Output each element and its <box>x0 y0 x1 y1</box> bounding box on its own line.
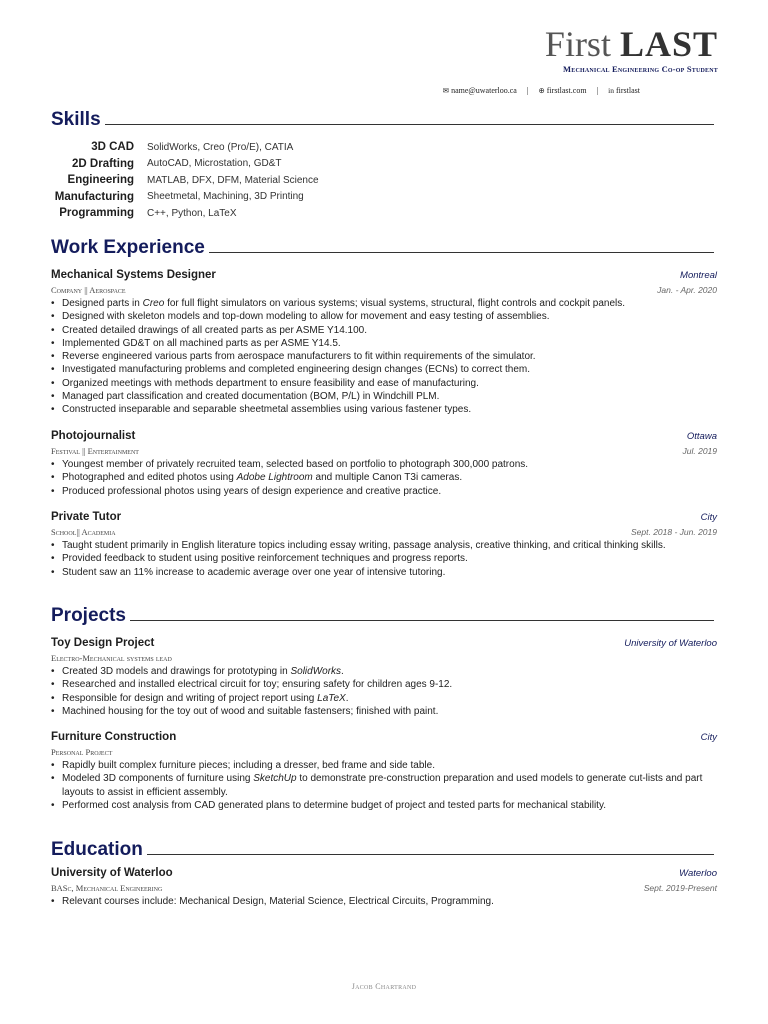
bullet-text: Youngest member of privately recruited team, selected based on portfolio to photograph 300,000 patrons. <box>62 459 529 470</box>
bullet-text: Photographed and edited photos using <box>62 472 237 484</box>
bullet-list <box>51 458 717 498</box>
bullet-emphasis: SolidWorks <box>290 666 342 677</box>
entry-subheader <box>51 446 717 456</box>
bullet-text: Designed parts in <box>62 298 143 309</box>
bullet-text: Created 3D models and drawings for prototyping in <box>62 666 291 677</box>
footer-name: Jacob Chartrand <box>351 982 417 991</box>
bullet-text: for full flight simulators on various systems; visual systems, structural, flight controls and cockpit panels. <box>164 298 626 309</box>
bullet-item <box>51 552 717 565</box>
work-experience-heading: Work Experience <box>51 237 205 258</box>
bullet-text: Designed with skeleton models and top-down modeling to allow for movement and easy testing of assemblies. <box>62 311 550 323</box>
bullet-item <box>51 539 717 552</box>
entry-header <box>51 731 717 743</box>
job-title: Mechanical Engineering Co-op Student <box>563 64 718 74</box>
bullet-item <box>51 759 717 772</box>
bullet-list <box>51 895 717 908</box>
bullet-text: Created detailed drawings of all created parts as per ASME Y14.100. <box>62 324 367 336</box>
entry-subheader <box>51 285 717 295</box>
contact-separator: | <box>526 86 529 95</box>
entry-location: City <box>700 732 717 743</box>
entry-title: Toy Design Project <box>51 637 155 649</box>
section-divider <box>147 854 714 855</box>
skills-heading: Skills <box>51 109 101 130</box>
contact-separator: | <box>596 86 599 95</box>
work-entry <box>51 269 717 417</box>
bullet-text: Rapidly built complex furniture pieces; including a dresser, bed frame and side table. <box>62 760 435 771</box>
bullet-text: Performed cost analysis from CAD generated plans to determine budget of project and tested parts for mechanical stability. <box>62 799 606 811</box>
entry-title: Furniture Construction <box>51 731 177 743</box>
entry-header <box>51 269 717 281</box>
skill-category: 2D Drafting <box>72 157 134 170</box>
entry-subheader <box>51 747 717 757</box>
section-divider <box>130 620 714 621</box>
entry-header <box>51 430 717 442</box>
bullet-text: Researched and installed electrical circuit for toy; ensuring safety for children ages 9-12. <box>62 679 453 691</box>
entry-location: Montreal <box>680 270 717 281</box>
bullet-item <box>51 350 717 363</box>
bullet-item <box>51 403 717 416</box>
education-heading-row <box>51 839 714 861</box>
entry-subtitle: Company || Aerospace <box>51 285 126 295</box>
bullet-item <box>51 297 717 310</box>
bullet-text: Modeled 3D components of furniture using <box>62 773 254 785</box>
skill-row <box>51 172 319 189</box>
bullet-item <box>51 458 717 471</box>
skills-heading-row <box>51 109 714 131</box>
bullet-list <box>51 539 717 579</box>
section-divider <box>105 124 714 125</box>
bullet-emphasis: Creo <box>142 298 165 309</box>
bullet-list <box>51 297 717 417</box>
skill-values: MATLAB, DFX, DFM, Material Science <box>147 174 319 186</box>
contact-text: firstlast.com <box>546 86 587 95</box>
entry-location: City <box>700 512 717 523</box>
entry-subtitle: Personal Project <box>51 747 113 757</box>
entry-title: University of Waterloo <box>51 867 173 879</box>
work-entry <box>51 511 717 579</box>
bullet-list <box>51 665 717 718</box>
contact-link[interactable] <box>608 86 640 95</box>
entry-subtitle: Electro-Mechanical systems lead <box>51 653 172 663</box>
last-name: LAST <box>619 24 718 64</box>
section-divider <box>209 252 714 253</box>
entry-subtitle: BASc, Mechanical Engineering <box>51 883 163 893</box>
skill-row <box>51 156 319 173</box>
entry-header <box>51 511 717 523</box>
bullet-text: . <box>341 666 344 677</box>
bullet-list <box>51 759 717 812</box>
bullet-text: Provided feedback to student using positive reinforcement techniques and progress reports. <box>62 553 468 565</box>
skill-category: 3D CAD <box>91 141 134 154</box>
bullet-item <box>51 772 717 799</box>
resume-header <box>443 24 718 95</box>
bullet-item <box>51 485 717 498</box>
bullet-text: Constructed inseparable and separable sheetmetal assemblies using various fastener types. <box>62 404 472 416</box>
skill-values: C++, Python, LaTeX <box>147 207 237 219</box>
project-entry <box>51 637 717 718</box>
bullet-item <box>51 363 717 376</box>
entry-location: Ottawa <box>686 431 717 442</box>
projects-heading: Projects <box>51 605 126 626</box>
entry-date: Sept. 2018 - Jun. 2019 <box>630 527 717 537</box>
entry-location: University of Waterloo <box>624 638 717 649</box>
skill-category: Programming <box>59 207 134 220</box>
full-name <box>443 24 718 64</box>
contact-text: firstlast <box>616 86 640 95</box>
skills-table <box>51 139 319 222</box>
skill-row <box>51 205 319 222</box>
entry-subheader <box>51 527 717 537</box>
bullet-text: to demonstrate pre-construction preparation and used models to generate cut-lists and part layouts to assist in efficient assembly. <box>62 773 703 798</box>
entry-subheader <box>51 653 717 663</box>
bullet-item <box>51 324 717 337</box>
contact-link[interactable] <box>443 86 517 95</box>
work-heading-row <box>51 237 714 259</box>
bullet-text: Student saw an 11% increase to academic average over one year of intensive tutoring. <box>62 566 446 578</box>
bullet-item <box>51 310 717 323</box>
education-heading: Education <box>51 839 143 860</box>
contact-text: name@uwaterloo.ca <box>451 86 517 95</box>
bullet-item <box>51 390 717 403</box>
bullet-item <box>51 799 717 812</box>
bullet-text: Reverse engineered various parts from aerospace manufacturers to fit within requirements of the simulator. <box>62 351 536 363</box>
bullet-item <box>51 377 717 390</box>
bullet-emphasis: LaTeX <box>317 692 346 704</box>
contact-bar <box>443 86 718 95</box>
skill-row <box>51 139 319 156</box>
bullet-item <box>51 692 717 705</box>
bullet-emphasis: SketchUp <box>253 773 297 785</box>
bullet-item <box>51 895 717 908</box>
bullet-text: Relevant courses include: Mechanical Design, Material Science, Electrical Circuits, Programming. <box>62 896 494 907</box>
linkedin-icon: in <box>608 86 614 95</box>
bullet-item <box>51 337 717 350</box>
skill-category: Manufacturing <box>54 190 134 203</box>
bullet-text: Investigated manufacturing problems and completed engineering design changes (ECNs) to correct them. <box>62 364 531 376</box>
bullet-text: Managed part classification and created documentation (BOM, P/L) in Windchill PLM. <box>62 391 440 403</box>
skill-category: Engineering <box>67 174 134 187</box>
projects-heading-row <box>51 605 714 627</box>
entry-subtitle: School|| Academia <box>51 527 116 537</box>
entry-title: Mechanical Systems Designer <box>51 269 216 281</box>
entry-header <box>51 637 717 649</box>
envelope-icon: ✉ <box>442 86 450 95</box>
entry-title: Private Tutor <box>51 511 122 523</box>
contact-link[interactable] <box>538 86 586 95</box>
work-entry <box>51 430 717 498</box>
first-name: First <box>544 24 611 64</box>
bullet-item <box>51 471 717 484</box>
entry-header <box>51 867 717 879</box>
bullet-text: Machined housing for the toy out of wood and suitable fastensers; finished with paint. <box>62 705 439 717</box>
bullet-item <box>51 566 717 579</box>
bullet-text: . <box>345 692 349 704</box>
bullet-item <box>51 665 717 678</box>
entry-date: Jan. - Apr. 2020 <box>657 285 717 295</box>
bullet-text: Responsible for design and writing of project report using <box>62 692 318 704</box>
globe-icon: ⊕ <box>538 86 545 95</box>
skill-values: AutoCAD, Microstation, GD&T <box>147 158 282 170</box>
bullet-text: Taught student primarily in English literature topics including essay writing, passage analysis, creative thinking, and critical thinking skills. <box>62 540 666 551</box>
entry-subheader <box>51 883 717 893</box>
bullet-emphasis: Adobe Lightroom <box>236 472 313 484</box>
bullet-text: and multiple Canon T3i cameras. <box>312 472 463 484</box>
education-entry <box>51 867 717 908</box>
bullet-text: Organized meetings with methods department to ensure feasibility and ease of manufacturing. <box>62 377 479 389</box>
entry-title: Photojournalist <box>51 430 136 442</box>
entry-subtitle: Festival || Entertainment <box>51 446 139 456</box>
skill-values: SolidWorks, Creo (Pro/E), CATIA <box>147 141 294 153</box>
bullet-text: Implemented GD&T on all machined parts as per ASME Y14.5. <box>62 337 341 349</box>
bullet-item <box>51 705 717 718</box>
entry-date: Sept. 2019-Present <box>643 883 717 893</box>
entry-location: Waterloo <box>679 868 717 879</box>
bullet-item <box>51 678 717 691</box>
project-entry <box>51 731 717 812</box>
skill-values: Sheetmetal, Machining, 3D Printing <box>147 191 304 203</box>
entry-date: Jul. 2019 <box>682 446 717 456</box>
bullet-text: Produced professional photos using years of design experience and creative practice. <box>62 485 442 497</box>
skill-row <box>51 189 319 206</box>
